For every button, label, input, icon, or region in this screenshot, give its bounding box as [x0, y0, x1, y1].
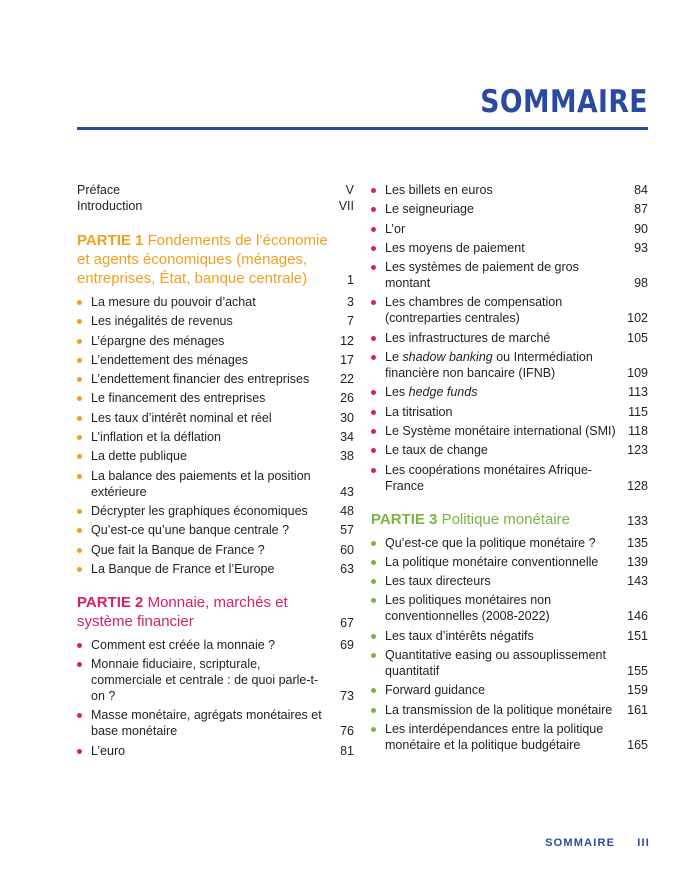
toc-item-label: La balance des paiements et la position extérieure	[91, 468, 311, 499]
toc-item[interactable]	[77, 637, 354, 653]
part3-page: 133	[627, 513, 648, 528]
bullet-icon	[77, 643, 82, 648]
toc-item[interactable]	[77, 448, 354, 464]
bullet-icon	[371, 653, 376, 658]
toc-item-page: 73	[340, 689, 354, 704]
toc-item[interactable]	[77, 352, 354, 368]
toc-item[interactable]	[371, 240, 648, 256]
toc-item-label: La dette publique	[91, 449, 187, 464]
toc-item[interactable]	[371, 647, 648, 679]
toc-item-label: Les coopérations monétaires Afrique-France	[385, 462, 593, 493]
toc-item[interactable]	[371, 535, 648, 551]
toc-item[interactable]	[77, 371, 354, 387]
bullet-icon	[77, 416, 82, 421]
bullet-icon	[371, 410, 376, 415]
toc-item[interactable]	[371, 573, 648, 589]
bullet-icon	[77, 396, 82, 401]
toc-item-label: Les inégalités de revenus	[91, 314, 233, 329]
toc-item[interactable]	[77, 390, 354, 406]
toc-item-label: Le	[385, 350, 403, 365]
toc-item-page: 118	[628, 423, 648, 438]
toc-item[interactable]	[77, 503, 354, 519]
toc-item[interactable]	[371, 592, 648, 624]
toc-item-page: 84	[634, 183, 648, 197]
toc-item-label: L’endettement financier des entreprises	[91, 372, 310, 387]
toc-item-page: 128	[627, 478, 648, 493]
part2-list-left	[77, 637, 354, 759]
toc-item[interactable]	[371, 259, 648, 291]
bullet-icon	[371, 598, 376, 603]
bullet-icon	[77, 454, 82, 459]
part1-number: PARTIE 1	[77, 232, 144, 249]
bullet-icon	[371, 688, 376, 693]
toc-item-page: 76	[340, 724, 354, 739]
toc-item-page: 12	[340, 333, 354, 348]
toc-item-label: Comment est créée la monnaie ?	[91, 637, 276, 652]
bullet-icon	[77, 474, 82, 479]
toc-item-page: 81	[340, 743, 354, 758]
toc-item[interactable]	[371, 682, 648, 698]
toc-item[interactable]	[77, 561, 354, 577]
toc-item-page: 63	[340, 561, 354, 576]
bullet-icon	[371, 265, 376, 270]
bullet-icon	[77, 339, 82, 344]
bullet-icon	[77, 567, 82, 572]
toc-item[interactable]	[77, 707, 354, 739]
toc-left-column	[77, 182, 354, 762]
footer-label: SOMMAIRE	[545, 837, 616, 849]
toc-item-label: Les billets en euros	[385, 183, 493, 197]
toc-item[interactable]	[371, 702, 648, 718]
toc-item-page: 43	[340, 484, 354, 499]
toc-item-label: L’épargne des ménages	[91, 333, 225, 348]
part3-number: PARTIE 3	[371, 510, 438, 528]
bullet-icon	[77, 319, 82, 324]
toc-item-label: Les infrastructures de marché	[385, 330, 551, 345]
toc-item-label: Le financement des entreprises	[91, 391, 266, 406]
part1-heading[interactable]	[77, 231, 354, 288]
bullet-icon	[371, 207, 376, 212]
toc-item-page: 159	[627, 683, 648, 698]
toc-item-label: Quantitative easing ou assouplissement quantitatif	[385, 648, 606, 679]
part2-heading[interactable]	[77, 593, 354, 631]
toc-entry-label: Introduction	[77, 199, 143, 213]
part3-heading[interactable]	[371, 510, 648, 529]
toc-item[interactable]	[77, 294, 354, 310]
bullet-icon	[371, 355, 376, 360]
toc-item-label: Masse monétaire, agrégats monétaires et base monétaire	[91, 708, 322, 739]
toc-item-page: 113	[628, 385, 648, 400]
page-title: SOMMAIRE	[480, 84, 648, 120]
toc-item-page: 98	[634, 276, 648, 291]
toc-item-page: 151	[627, 628, 648, 643]
toc-item-label: Décrypter les graphiques économiques	[91, 503, 308, 518]
toc-item-page: 161	[627, 702, 648, 717]
bullet-icon	[371, 246, 376, 251]
toc-item-label: La titrisation	[385, 404, 453, 419]
toc-item-page: 22	[340, 372, 354, 387]
footer-page-number: III	[637, 837, 650, 849]
toc-item-label: Les	[385, 385, 409, 400]
toc-item[interactable]	[371, 294, 648, 326]
toc-item[interactable]	[77, 410, 354, 426]
bullet-icon	[371, 390, 376, 395]
part2-list-right	[371, 182, 648, 494]
bullet-icon	[77, 358, 82, 363]
toc-item[interactable]	[371, 182, 648, 198]
toc-item-page: 57	[340, 523, 354, 538]
bullet-icon	[77, 713, 82, 718]
bullet-icon	[371, 448, 376, 453]
toc-item-page: 34	[340, 430, 354, 445]
toc-item-page: 102	[627, 311, 648, 326]
bullet-icon	[371, 300, 376, 305]
toc-item-label: L’euro	[91, 743, 126, 758]
toc-item-page: 115	[628, 404, 648, 419]
toc-item[interactable]	[371, 404, 648, 420]
toc-item-label-italic: shadow banking	[402, 350, 493, 365]
bullet-icon	[371, 468, 376, 473]
toc-entry-page: V	[345, 183, 354, 197]
toc-item-page: 17	[340, 352, 354, 367]
part2-title: Monnaie, marchés et système financier	[77, 593, 288, 630]
toc-item[interactable]	[371, 349, 648, 381]
toc-item-page: 30	[340, 410, 354, 425]
toc-item-label: La transmission de la politique monétaire	[385, 702, 613, 717]
toc-item-label: Les systèmes de paiement de gros montant	[385, 260, 579, 291]
toc-item[interactable]	[371, 330, 648, 346]
toc-item[interactable]	[77, 656, 354, 704]
toc-item-page: 7	[347, 314, 354, 329]
toc-item-label: Les taux directeurs	[385, 574, 491, 589]
toc-item-label: Forward guidance	[385, 683, 486, 698]
toc-item-page: 87	[634, 202, 648, 217]
toc-item[interactable]	[371, 721, 648, 753]
part3-list	[371, 535, 648, 753]
toc-item-page: 146	[627, 609, 648, 624]
part2-page: 67	[340, 615, 354, 630]
toc-item-label: Qu’est-ce qu’une banque centrale ?	[91, 523, 290, 538]
toc-item-page: 135	[627, 535, 648, 550]
bullet-icon	[371, 188, 376, 193]
toc-item-page: 155	[627, 664, 648, 679]
toc-entry-page: VII	[338, 199, 354, 213]
bullet-icon	[77, 662, 82, 667]
toc-item[interactable]	[371, 442, 648, 458]
toc-item-label-italic: hedge funds	[408, 385, 478, 400]
toc-item[interactable]	[77, 542, 354, 558]
toc-item-label: ou Intermédiation financière non bancaire (IFNB)	[385, 350, 593, 381]
toc-item[interactable]	[371, 628, 648, 644]
toc-item-page: 48	[340, 503, 354, 518]
toc-item-label: Les moyens de paiement	[385, 240, 525, 255]
toc-item-label: La Banque de France et l’Europe	[91, 561, 275, 576]
toc-item[interactable]	[371, 384, 648, 400]
toc-item-page: 123	[627, 443, 648, 458]
toc-item-page: 139	[627, 554, 648, 569]
bullet-icon	[77, 509, 82, 514]
toc-item-label: La mesure du pouvoir d’achat	[91, 295, 256, 309]
toc-item-page: 3	[347, 295, 354, 309]
toc-item[interactable]	[77, 743, 354, 759]
toc-item-label: Les taux d’intérêt nominal et réel	[91, 410, 272, 425]
toc-item[interactable]	[371, 462, 648, 494]
bullet-icon	[371, 227, 376, 232]
toc-item-page: 60	[340, 542, 354, 557]
toc-item[interactable]	[77, 429, 354, 445]
toc-item[interactable]	[77, 522, 354, 538]
title-rule	[77, 127, 648, 130]
toc-item-label: Les taux d’intérêts négatifs	[385, 628, 534, 643]
toc-item-label: Les chambres de compensation (contreparties centrales)	[385, 295, 563, 326]
part1-list	[77, 294, 354, 577]
part1-title: Fondements de l’économie et agents économiques (ménages, entreprises, État, banque centrale)	[77, 232, 328, 287]
bullet-icon	[371, 336, 376, 341]
bullet-icon	[77, 435, 82, 440]
toc-item-page: 165	[627, 737, 648, 752]
bullet-icon	[77, 377, 82, 382]
bullet-icon	[77, 300, 82, 305]
toc-item-label: L’or	[385, 221, 406, 236]
toc-item-label: Le taux de change	[385, 443, 488, 458]
toc-item[interactable]	[371, 554, 648, 570]
toc-item-label: Le Système monétaire international (SMI)	[385, 423, 616, 438]
toc-item[interactable]	[371, 221, 648, 237]
page-footer	[545, 837, 650, 849]
toc-entry-introduction[interactable]	[77, 198, 354, 214]
toc-entry-label: Préface	[77, 183, 121, 197]
part1-page: 1	[347, 273, 354, 287]
toc-item-label: Monnaie fiduciaire, scripturale, commerciale et centrale : de quoi parle-t-on ?	[91, 657, 319, 704]
toc-right-column	[371, 182, 648, 756]
bullet-icon	[77, 548, 82, 553]
toc-item-page: 109	[627, 366, 648, 381]
bullet-icon	[371, 727, 376, 732]
toc-item[interactable]	[77, 313, 354, 329]
toc-item-page: 69	[340, 637, 354, 652]
toc-item-page: 143	[627, 574, 648, 589]
toc-item-page: 90	[634, 221, 648, 236]
toc-item-label: Les interdépendances entre la politique monétaire et la politique budgétaire	[385, 721, 604, 752]
toc-item-page: 93	[634, 240, 648, 255]
toc-item[interactable]	[371, 201, 648, 217]
toc-item-label: L’inflation et la déflation	[91, 430, 221, 445]
toc-item-label: Qu’est-ce que la politique monétaire ?	[385, 535, 596, 550]
bullet-icon	[77, 528, 82, 533]
bullet-icon	[371, 634, 376, 639]
toc-item-label: L’endettement des ménages	[91, 352, 249, 367]
bullet-icon	[371, 541, 376, 546]
toc-item-label: Le seigneuriage	[385, 202, 474, 217]
toc-item-page: 105	[627, 330, 648, 345]
toc-item-label: Les politiques monétaires non conventionnelles (2008-2022)	[385, 593, 552, 624]
toc-item-page: 38	[340, 449, 354, 464]
toc-entry-preface[interactable]	[77, 182, 354, 198]
toc-item[interactable]	[77, 333, 354, 349]
part3-title: Politique monétaire	[441, 510, 570, 528]
bullet-icon	[371, 579, 376, 584]
toc-item[interactable]	[77, 468, 354, 500]
bullet-icon	[371, 708, 376, 713]
part2-number: PARTIE 2	[77, 593, 144, 611]
bullet-icon	[371, 560, 376, 565]
bullet-icon	[77, 749, 82, 754]
toc-item-label: Que fait la Banque de France ?	[91, 542, 265, 557]
toc-item-label: La politique monétaire conventionnelle	[385, 554, 599, 569]
bullet-icon	[371, 429, 376, 434]
toc-item-page: 26	[340, 391, 354, 406]
toc-item[interactable]	[371, 423, 648, 439]
